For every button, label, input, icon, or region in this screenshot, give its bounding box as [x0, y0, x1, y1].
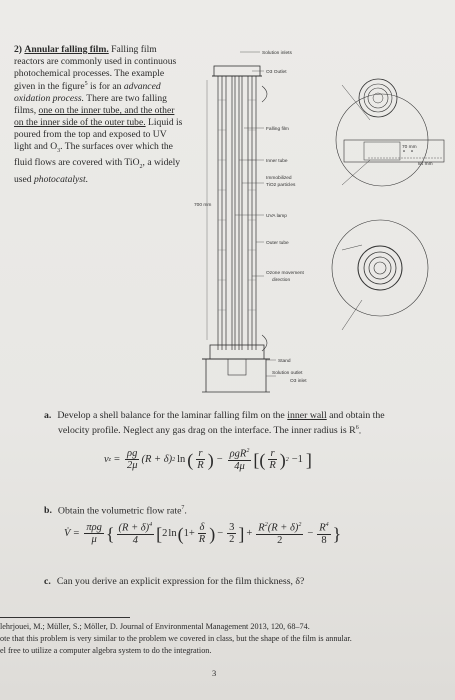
q-frac2: $\frac{(R + \delta)^4}{4}$ — [118, 522, 153, 546]
problem-statement — [14, 44, 184, 186]
q-frac4: $\frac{R^2(R + \delta)^2}{2}$ — [258, 522, 302, 546]
vz-frac2: $\frac{\rho gR^2}{4\mu}$ — [229, 448, 250, 472]
label-tio2-particles: TiO2 particles — [266, 183, 296, 188]
problem-text-widely: , a widely used — [14, 157, 181, 185]
label-70mm: 70 mm — [402, 145, 417, 150]
question-a-sup: 6 — [355, 425, 359, 431]
zoom-circle-bottom — [332, 220, 428, 330]
q-frac1-num: πρg — [86, 522, 102, 534]
label-direction: direction — [272, 278, 291, 283]
footnote-2: ote that this problem is very similar to the problem we covered in class, but the shape of the film is annular. — [0, 634, 352, 643]
velocity-equation: v z = $\frac{\rho g}{2\mu}$ (R + δ) 2 ln ( $\frac{r}{R}$ ) − $\frac{\rho gR^2}{4\mu}$ [ ( $\frac{r}{R}$ ) 2 −1 ] — [104, 448, 312, 472]
o3-subscript: 3 — [57, 147, 61, 154]
label-uva-lamp: UVA lamp — [266, 214, 287, 219]
vz-ln: ln — [177, 454, 186, 466]
q-frac3-den: 2 — [229, 534, 235, 546]
label-solution-outlet: Solution outlet — [272, 371, 303, 376]
page-number: 3 — [212, 668, 217, 678]
q-symbol: V̇ — [64, 528, 71, 540]
question-b: b. Obtain the volumetric flow rate$^7$. — [44, 505, 187, 517]
vz-frac1-den: 2μ — [126, 460, 138, 472]
q-frac1-den: μ — [91, 534, 97, 546]
label-solution-inlets: Solution inlets — [262, 51, 292, 56]
problem-text-catalyst: photocatalyst. — [34, 173, 89, 185]
problem-text-liquid: Liquid is poured from the top and exposed to UV light and O — [14, 116, 183, 152]
q-frac4-den: 2 — [277, 534, 283, 546]
flow-rate-equation: V̇ = $\frac{\text{πρg}}{\mu}$ { $\frac{(R + \delta)^4}{4}$ [ 2 ln ( 1+ $\frac{\delta}{R}$ ) − $\frac{3}{2}$ ] + $\frac{R^2(R + \delta)^2}{2}$ − $\frac{R^4}{8}$ } — [64, 522, 342, 546]
height-label: 700 mm — [194, 203, 212, 208]
tio2-subscript: 2 — [139, 164, 143, 171]
problem-text-films: There are two falling films, — [14, 93, 167, 117]
question-a-text3: velocity profile. Neglect any gas drag on the interface. The inner radius is R — [58, 425, 356, 437]
label-ozone-movement: Ozone movement — [266, 271, 304, 276]
problem-italic-process: advanced oxidation process. — [14, 81, 161, 105]
question-c-label: c. — [44, 576, 51, 587]
q-frac5-den: 8 — [321, 534, 327, 546]
label-o3-outlet: O3 Outlet — [266, 70, 287, 75]
vz-term1: (R + δ) — [141, 454, 173, 466]
question-c-text: Can you derive an explicit expression for the film thickness, δ? — [56, 576, 305, 587]
problem-text-is: is for an — [90, 81, 122, 93]
vz-frac2-num: ρgR — [229, 448, 247, 460]
q-frac1 — [84, 522, 104, 545]
question-b-text: Obtain the volumetric flow rate — [57, 505, 182, 517]
problem-title: Annular falling film. — [24, 44, 109, 55]
question-a-underline: inner wall — [287, 410, 327, 421]
q-frac2-den: 4 — [132, 534, 138, 546]
problem-intro: Falling film reactors are commonly used in continuous photochemical processes. The example given in the figure — [14, 44, 177, 93]
vz-frac1-num: ρg — [127, 448, 138, 460]
question-b-label: b. — [44, 505, 52, 517]
label-o3-inlet: O3 inlet — [290, 379, 307, 384]
label-falling-film: Falling film — [266, 127, 289, 132]
tube-cross-section-top — [359, 79, 397, 117]
reactor-figure — [192, 40, 454, 400]
vz-subscript: z — [108, 456, 112, 463]
footnote-1: lehrjouei, M.; Müller, S.; Möller, D. Journal of Environmental Management 2013, 120, 68–74. — [0, 622, 310, 631]
question-b-sup: 7 — [181, 505, 185, 511]
question-a-label: a. — [44, 410, 52, 421]
question-a: a. Develop a shell balance for the laminar falling film on the inner wall and obtain the velocity profile. Neglect any gas drag on the interface. The inner radius is $R^6$. — [44, 410, 385, 437]
vz-frac2-den: 4μ — [234, 460, 245, 472]
q-frac5: $\frac{R^4}{8}$ — [319, 522, 329, 546]
label-immobilized: Immobilized — [266, 176, 292, 181]
q-frac2-num: (R + δ) — [118, 522, 150, 534]
label-outer-tube: Outer tube — [266, 241, 289, 246]
zoom-circle-top — [336, 85, 444, 186]
label-stand: Stand — [278, 359, 291, 364]
label-inner-tube: Inner tube — [266, 159, 288, 164]
footnote-ref: 5 — [84, 81, 88, 88]
footnote-3: el free to utilize a computer algebra system to do the integration. — [0, 646, 212, 655]
problem-text-inner: one on the inner tube, and the other on the inner side of the outer tube. — [14, 105, 175, 128]
question-c — [44, 576, 304, 588]
vz-frac1 — [125, 448, 140, 471]
problem-number: 2) — [14, 44, 22, 55]
label-84mm: 84 mm — [418, 162, 433, 167]
vz-symbol: v — [104, 454, 109, 466]
question-a-text1: Develop a shell balance for the laminar falling film on the — [57, 410, 285, 421]
problem-text-surfaces: . The surfaces over which the fluid flows are covered with TiO — [14, 140, 173, 169]
question-a-text2: and obtain the — [329, 410, 385, 421]
footnote-divider — [0, 617, 130, 618]
